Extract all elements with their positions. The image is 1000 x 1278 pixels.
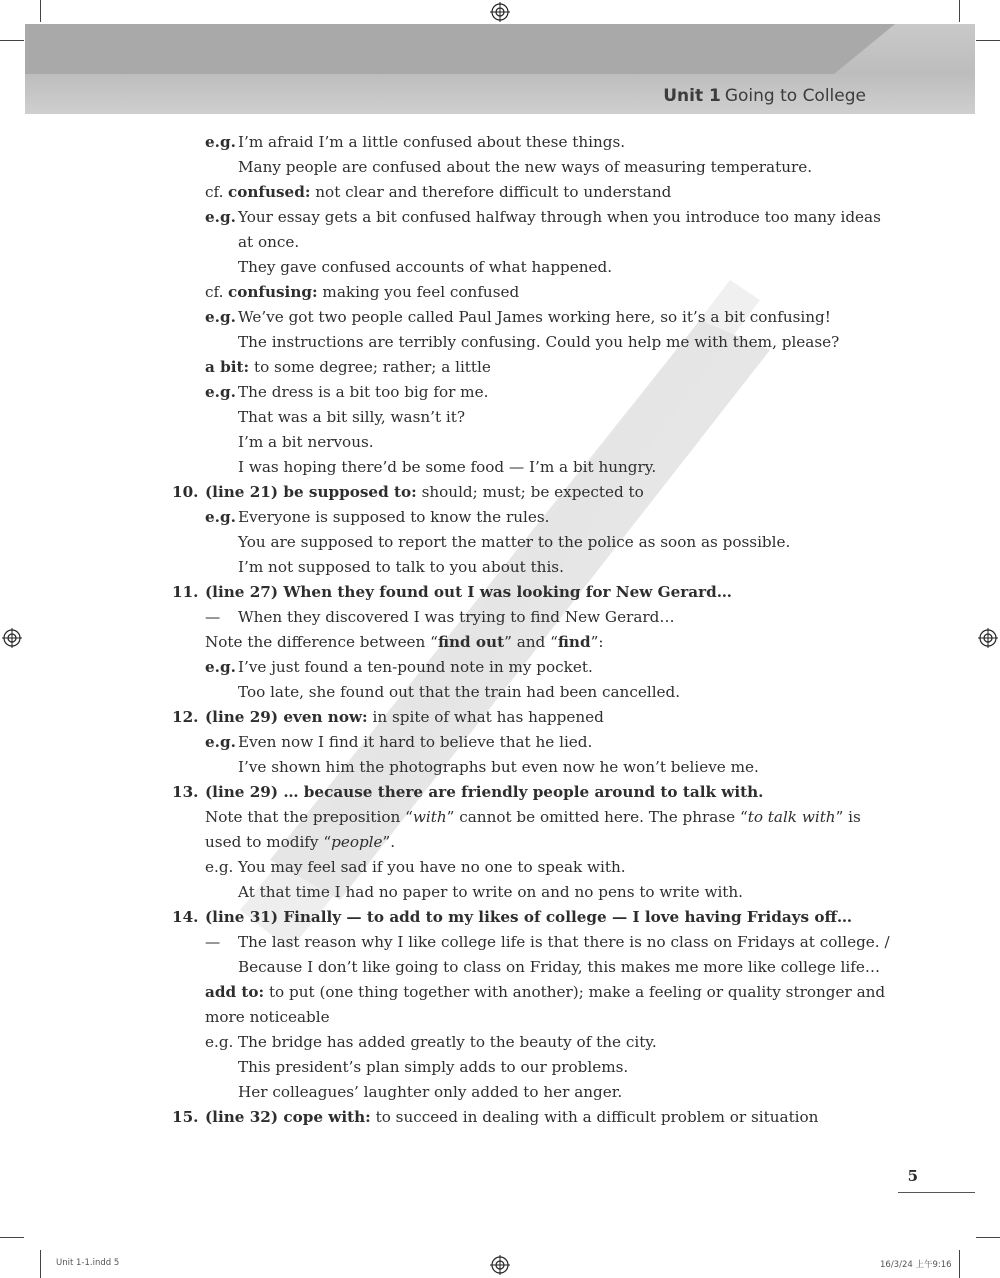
footer-file: Unit 1-1.indd 5	[56, 1258, 120, 1268]
line-marker: e.g.	[205, 508, 236, 526]
line-text: Too late, she found out that the train had been cancelled.	[238, 683, 681, 701]
note-line	[205, 782, 763, 802]
note-italic: to talk with	[747, 808, 836, 826]
note-line	[238, 1082, 622, 1102]
note-line	[238, 132, 625, 152]
line-text: You may feel sad if you have no one to speak with.	[238, 858, 626, 876]
registration-mark-icon	[490, 2, 510, 22]
note-line	[238, 857, 626, 877]
item-number: 12.	[172, 708, 199, 726]
line-text: Her colleagues’ laughter only added to her anger.	[238, 1083, 623, 1101]
note-line	[205, 707, 604, 727]
note-line	[205, 832, 395, 852]
line-marker: —	[205, 933, 221, 951]
note-line	[205, 907, 852, 927]
definition: should; must; be expected to	[421, 483, 644, 501]
note-line	[238, 682, 680, 702]
line-text: That was a bit silly, wasn’t it?	[238, 408, 466, 426]
note-line	[238, 757, 759, 777]
line-text: At that time I had no paper to write on and no pens to write with.	[238, 883, 744, 901]
note-line	[238, 957, 880, 977]
note-text: ” is	[835, 808, 861, 826]
note-text: ”.	[382, 833, 396, 851]
line-text: I’m afraid I’m a little confused about these things.	[238, 133, 626, 151]
page-number-rule	[898, 1192, 975, 1193]
note-line	[228, 182, 671, 202]
note-line	[238, 332, 839, 352]
note-text: ” cannot be omitted here. The phrase “	[446, 808, 748, 826]
note-italic: people	[331, 833, 383, 851]
definition: to some degree; rather; a little	[253, 358, 491, 376]
crop-mark	[0, 1237, 24, 1238]
definition: to succeed in dealing with a difficult problem or situation	[375, 1108, 819, 1126]
line-marker: e.g.	[205, 858, 234, 876]
page-number: 5	[907, 1167, 918, 1185]
note-line	[205, 482, 644, 502]
line-marker: e.g.	[205, 133, 236, 151]
line-marker: —	[205, 608, 221, 626]
line-text: at once.	[238, 233, 300, 251]
note-text: ”:	[590, 633, 604, 651]
unit-label: Unit 1	[663, 86, 721, 106]
line-marker: e.g.	[205, 308, 236, 326]
note-line	[205, 1007, 330, 1027]
note-italic: with	[412, 808, 447, 826]
note-line	[238, 657, 593, 677]
note-line	[238, 257, 612, 277]
crop-mark	[959, 1250, 960, 1278]
note-line	[238, 382, 488, 402]
definition: to put (one thing together with another); make a feeling or quality stronger and	[268, 983, 886, 1001]
note-line	[238, 1032, 657, 1052]
note-line	[205, 632, 603, 652]
note-line	[205, 582, 732, 602]
note-line	[205, 807, 861, 827]
note-line	[238, 532, 790, 552]
note-line	[238, 507, 549, 527]
term: add to:	[205, 983, 265, 1001]
line-text: This president’s plan simply adds to our problems.	[238, 1058, 629, 1076]
note-line	[238, 882, 743, 902]
line-text: Your essay gets a bit confused halfway through when you introduce too many ideas	[238, 208, 881, 226]
line-text: You are supposed to report the matter to the police as soon as possible.	[238, 533, 791, 551]
crop-mark	[959, 0, 960, 22]
term: (line 31) Finally — to add to my likes of college — I love having Fridays off…	[205, 908, 853, 926]
line-text: The instructions are terribly confusing. Could you help me with them, please?	[238, 333, 840, 351]
term: (line 29) … because there are friendly people around to talk with.	[205, 783, 764, 801]
note-line	[238, 1057, 628, 1077]
line-marker: cf.	[205, 283, 224, 301]
line-text: The last reason why I like college life is that there is no class on Fridays at college. /	[238, 933, 890, 951]
registration-mark-icon	[2, 628, 22, 648]
line-text: The bridge has added greatly to the beauty of the city.	[238, 1033, 657, 1051]
line-text: Many people are confused about the new ways of measuring temperature.	[238, 158, 813, 176]
note-line	[238, 457, 656, 477]
note-line	[238, 157, 812, 177]
line-text: The dress is a bit too big for me.	[238, 383, 489, 401]
line-text: When they discovered I was trying to find New Gerard…	[238, 608, 675, 626]
line-text: We’ve got two people called Paul James working here, so it’s a bit confusing!	[238, 308, 831, 326]
term: (line 27) When they found out I was looking for New Gerard…	[205, 583, 732, 601]
crop-mark	[976, 1237, 1000, 1238]
note-line	[238, 732, 592, 752]
note-line	[228, 282, 519, 302]
line-text: Because I don’t like going to class on Friday, this makes me more like college life…	[238, 958, 881, 976]
line-text: more noticeable	[205, 1008, 330, 1026]
note-line	[205, 982, 885, 1002]
note-text: used to modify “	[205, 833, 332, 851]
unit-title	[663, 86, 866, 106]
term: a bit:	[205, 358, 250, 376]
line-marker: cf.	[205, 183, 224, 201]
definition: not clear and therefore difficult to understand	[315, 183, 672, 201]
term: (line 29) even now:	[205, 708, 368, 726]
item-number: 13.	[172, 783, 199, 801]
line-marker: e.g.	[205, 208, 236, 226]
line-text: Even now I find it hard to believe that he lied.	[238, 733, 593, 751]
note-line	[238, 932, 890, 952]
line-text: I’ve shown him the photographs but even now he won’t believe me.	[238, 758, 759, 776]
note-line	[205, 357, 491, 377]
note-line	[205, 1107, 818, 1127]
item-number: 15.	[172, 1108, 199, 1126]
crop-mark	[40, 1250, 41, 1278]
note-term: find out	[437, 633, 505, 651]
term: confusing:	[228, 283, 318, 301]
note-line	[238, 607, 675, 627]
line-marker: e.g.	[205, 733, 236, 751]
term: (line 32) cope with:	[205, 1108, 371, 1126]
line-text: I was hoping there’d be some food — I’m a bit hungry.	[238, 458, 657, 476]
line-text: I’m a bit nervous.	[238, 433, 374, 451]
line-marker: e.g.	[205, 1033, 234, 1051]
line-text: I’ve just found a ten-pound note in my pocket.	[238, 658, 593, 676]
note-line	[238, 307, 831, 327]
note-term: find	[557, 633, 591, 651]
note-line	[238, 557, 564, 577]
line-text: I’m not supposed to talk to you about this.	[238, 558, 564, 576]
definition: making you feel confused	[322, 283, 520, 301]
registration-mark-icon	[978, 628, 998, 648]
crop-mark	[40, 0, 41, 22]
line-text: They gave confused accounts of what happened.	[238, 258, 613, 276]
unit-name: Going to College	[724, 86, 866, 106]
note-text: Note the difference between “	[205, 633, 438, 651]
header-slant	[25, 24, 895, 74]
crop-mark	[976, 40, 1000, 41]
note-text: ” and “	[504, 633, 558, 651]
registration-mark-icon	[490, 1255, 510, 1275]
note-line	[238, 232, 299, 252]
line-text: Everyone is supposed to know the rules.	[238, 508, 550, 526]
note-text: Note that the preposition “	[205, 808, 413, 826]
footer-date: 16/3/24 上午9:16	[880, 1260, 952, 1270]
term: (line 21) be supposed to:	[205, 483, 417, 501]
line-marker: e.g.	[205, 658, 236, 676]
note-line	[238, 432, 374, 452]
note-line	[238, 207, 881, 227]
crop-mark	[0, 40, 24, 41]
definition: in spite of what has happened	[372, 708, 604, 726]
item-number: 10.	[172, 483, 199, 501]
term: confused:	[228, 183, 311, 201]
item-number: 11.	[172, 583, 199, 601]
line-marker: e.g.	[205, 383, 236, 401]
item-number: 14.	[172, 908, 199, 926]
note-line	[238, 407, 465, 427]
